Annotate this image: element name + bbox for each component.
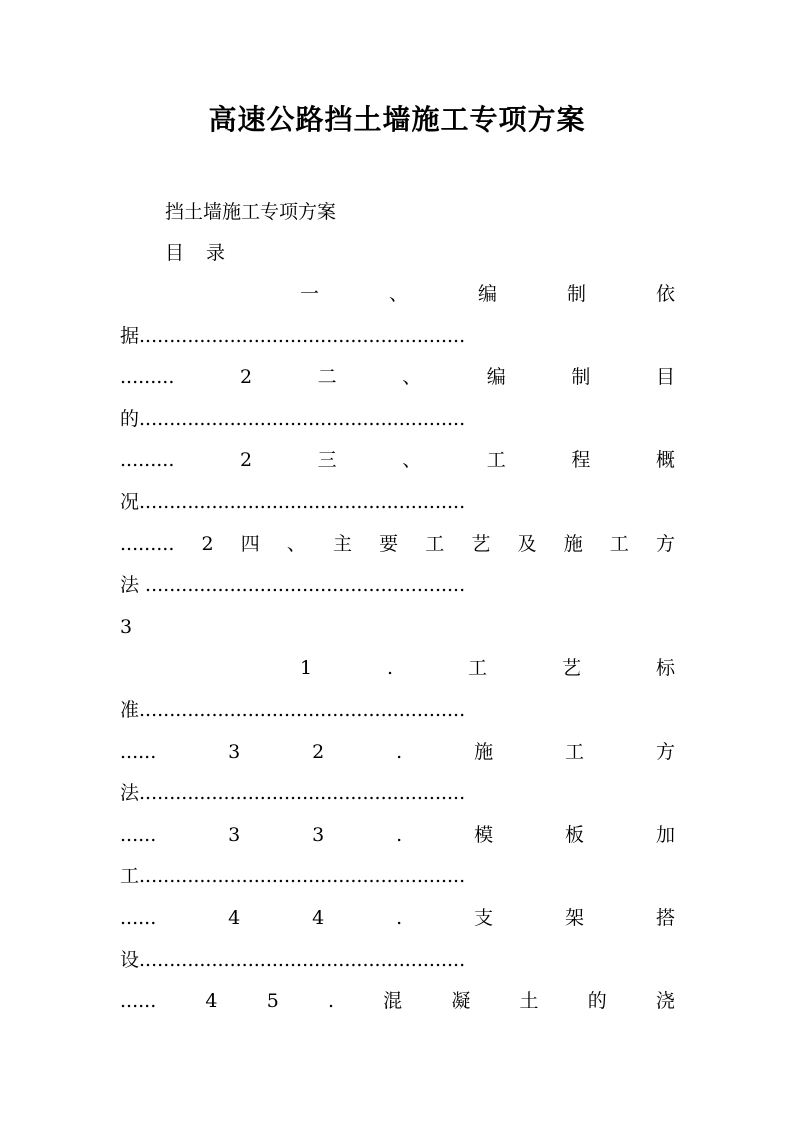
toc-token: 2 [239,366,253,389]
toc-token: 制 [566,283,586,305]
toc-token: 制 [571,366,591,389]
toc-line: 据...................................................... [120,324,466,347]
toc-token: 加 [655,823,675,846]
toc-token: 方 [655,740,675,763]
toc-token: 、 [388,283,408,305]
toc-token: 2 [201,532,214,555]
toc-line [120,821,675,849]
toc-token: 、 [286,532,306,555]
toc-token: 支 [474,907,494,929]
toc-token: 4 [312,907,325,929]
toc-token: 混 [383,990,403,1013]
toc-token: 板 [565,823,585,846]
toc-token: 艺 [562,657,582,680]
toc-token: 2 [312,740,325,763]
toc-token: 3 [228,740,241,763]
toc-line: 的...................................................... [120,407,466,430]
toc-token: . [396,907,403,929]
toc-token: 的 [587,990,607,1013]
toc-token: 工 [486,449,506,472]
toc-token: 艺 [471,532,491,555]
toc-token: 程 [571,449,591,472]
toc-token: 工 [609,532,629,555]
toc-token: 4 [228,907,241,929]
toc-token: 编 [486,366,506,389]
document-title: 高速公路挡土墙施工专项方案 [208,103,586,136]
toc-line: 法...................................................... [120,782,466,805]
toc-line [120,363,675,391]
toc-token: . [396,740,403,763]
toc-token: 、 [402,366,422,389]
toc-token: 四 [240,532,260,555]
toc-line [300,654,675,682]
toc-token: 施 [563,532,583,555]
document-subtitle: 挡土墙施工专项方案 [165,201,337,223]
toc-token: . [387,657,394,680]
toc-line: 况...................................................... [120,491,466,513]
toc-token: 概 [655,449,675,472]
toc-token: 二 [317,366,337,389]
toc-token: 、 [402,449,422,472]
toc-line [120,904,675,932]
toc-token: 搭 [655,907,675,929]
toc-token: . [327,990,334,1013]
toc-token: 施 [474,740,494,763]
toc-token: 一 [300,283,320,305]
toc-token: ......... [120,449,175,472]
toc-token: 要 [379,532,399,555]
toc-token: 模 [474,823,494,846]
toc-token: ...... [120,740,157,763]
toc-line [120,738,675,766]
toc-token: 3 [312,823,325,846]
toc-token: 方 [655,532,675,555]
toc-token: 目 [655,366,675,389]
toc-token: 主 [332,532,352,555]
toc-token: 编 [477,283,497,305]
toc-line [120,987,675,1015]
toc-line [120,446,675,474]
toc-line: 法 ..................................................... [120,574,466,597]
toc-token: 5 [266,990,279,1013]
toc-token: ...... [120,907,157,929]
toc-token: 工 [425,532,445,555]
toc-line [300,280,675,308]
toc-token: 及 [517,532,537,555]
toc-token: 凝 [451,990,471,1013]
toc-token: ...... [120,990,157,1013]
toc-token: 工 [565,740,585,763]
toc-line: 3 [120,615,133,638]
toc-heading [165,239,225,267]
toc-token: 浇 [655,990,675,1013]
toc-heading-char: 录 [206,242,226,264]
toc-token: ......... [120,366,175,389]
toc-token: 架 [565,907,585,929]
toc-token: 1 [300,657,313,680]
toc-token: 三 [317,449,337,472]
toc-token: ...... [120,823,157,846]
toc-token: 3 [228,823,241,846]
toc-token: . [396,823,403,846]
toc-token: 土 [519,990,539,1013]
toc-line [120,530,675,558]
toc-line: 工...................................................... [120,865,466,888]
toc-token: 标 [655,657,675,680]
toc-token: 4 [205,990,218,1013]
toc-token: 依 [655,283,675,305]
toc-line: 准...................................................... [120,699,466,721]
toc-token: ......... [120,532,175,555]
toc-heading-char: 目 [165,242,185,264]
toc-token: 2 [239,449,253,472]
toc-token: 工 [468,657,488,680]
toc-line: 设...................................................... [120,948,466,971]
